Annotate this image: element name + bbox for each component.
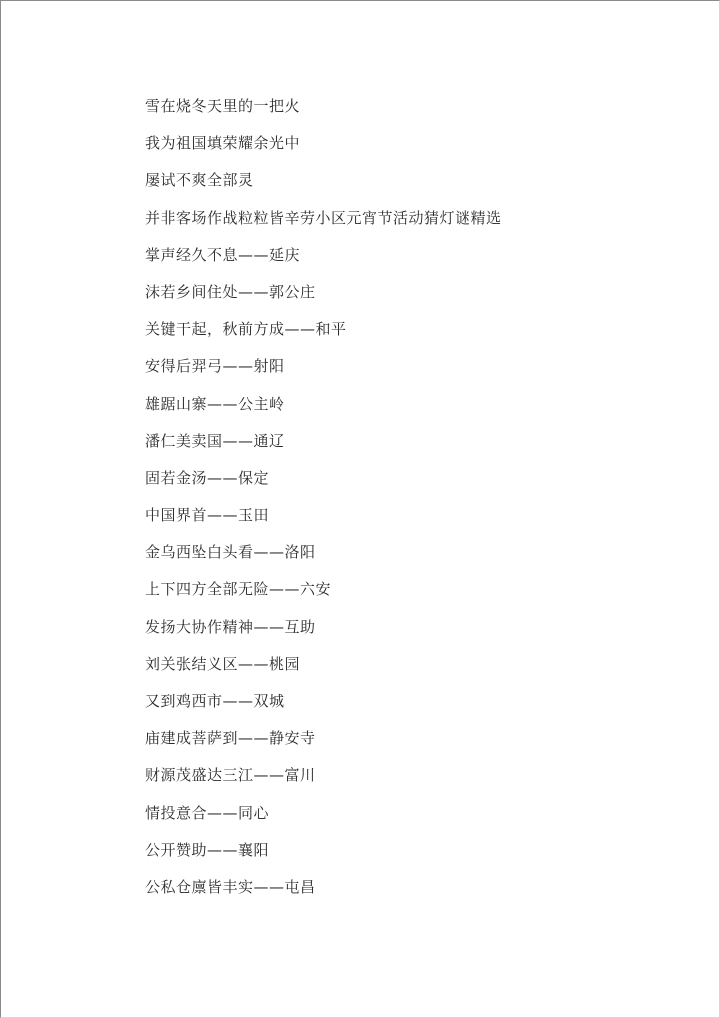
- text-line: 固若金汤——保定: [145, 468, 270, 487]
- text-line: 沫若乡间住处——郭公庄: [145, 282, 316, 301]
- text-line: 关键干起，秋前方成——和平: [145, 320, 347, 339]
- text-line: 庙建成菩萨到——静安寺: [145, 729, 316, 748]
- text-line: 又到鸡西市——双城: [145, 692, 285, 710]
- text-line: 公开赞助——襄阳: [145, 840, 270, 859]
- text-line: 屡试不爽全部灵: [145, 171, 254, 190]
- text-line: 发扬大协作精神——互助: [145, 617, 316, 636]
- text-line: 安得后羿弓——射阳: [145, 357, 285, 376]
- text-line: 雪在烧冬天里的一把火: [145, 97, 301, 115]
- text-line: 我为祖国填荣耀余光中: [145, 134, 301, 153]
- text-line: 刘关张结义区——桃园: [145, 654, 301, 673]
- text-line: 掌声经久不息——延庆: [145, 245, 301, 264]
- text-line: 公私仓廪皆丰实——屯昌: [145, 877, 316, 896]
- text-line: 财源茂盛达三江——富川: [145, 766, 316, 785]
- text-line: 金乌西坠白头看——洛阳: [145, 543, 316, 562]
- text-line: 雄踞山寨——公主岭: [145, 394, 285, 413]
- text-line: 中国界首——玉田: [145, 506, 270, 525]
- text-line: 情投意合——同心: [145, 803, 270, 822]
- text-line: 上下四方全部无险——六安: [145, 580, 332, 599]
- riddle-list: [145, 93, 502, 911]
- text-line: 并非客场作战粒粒皆辛劳小区元宵节活动猜灯谜精选: [145, 208, 502, 227]
- text-line: 潘仁美卖国——通辽: [145, 431, 285, 450]
